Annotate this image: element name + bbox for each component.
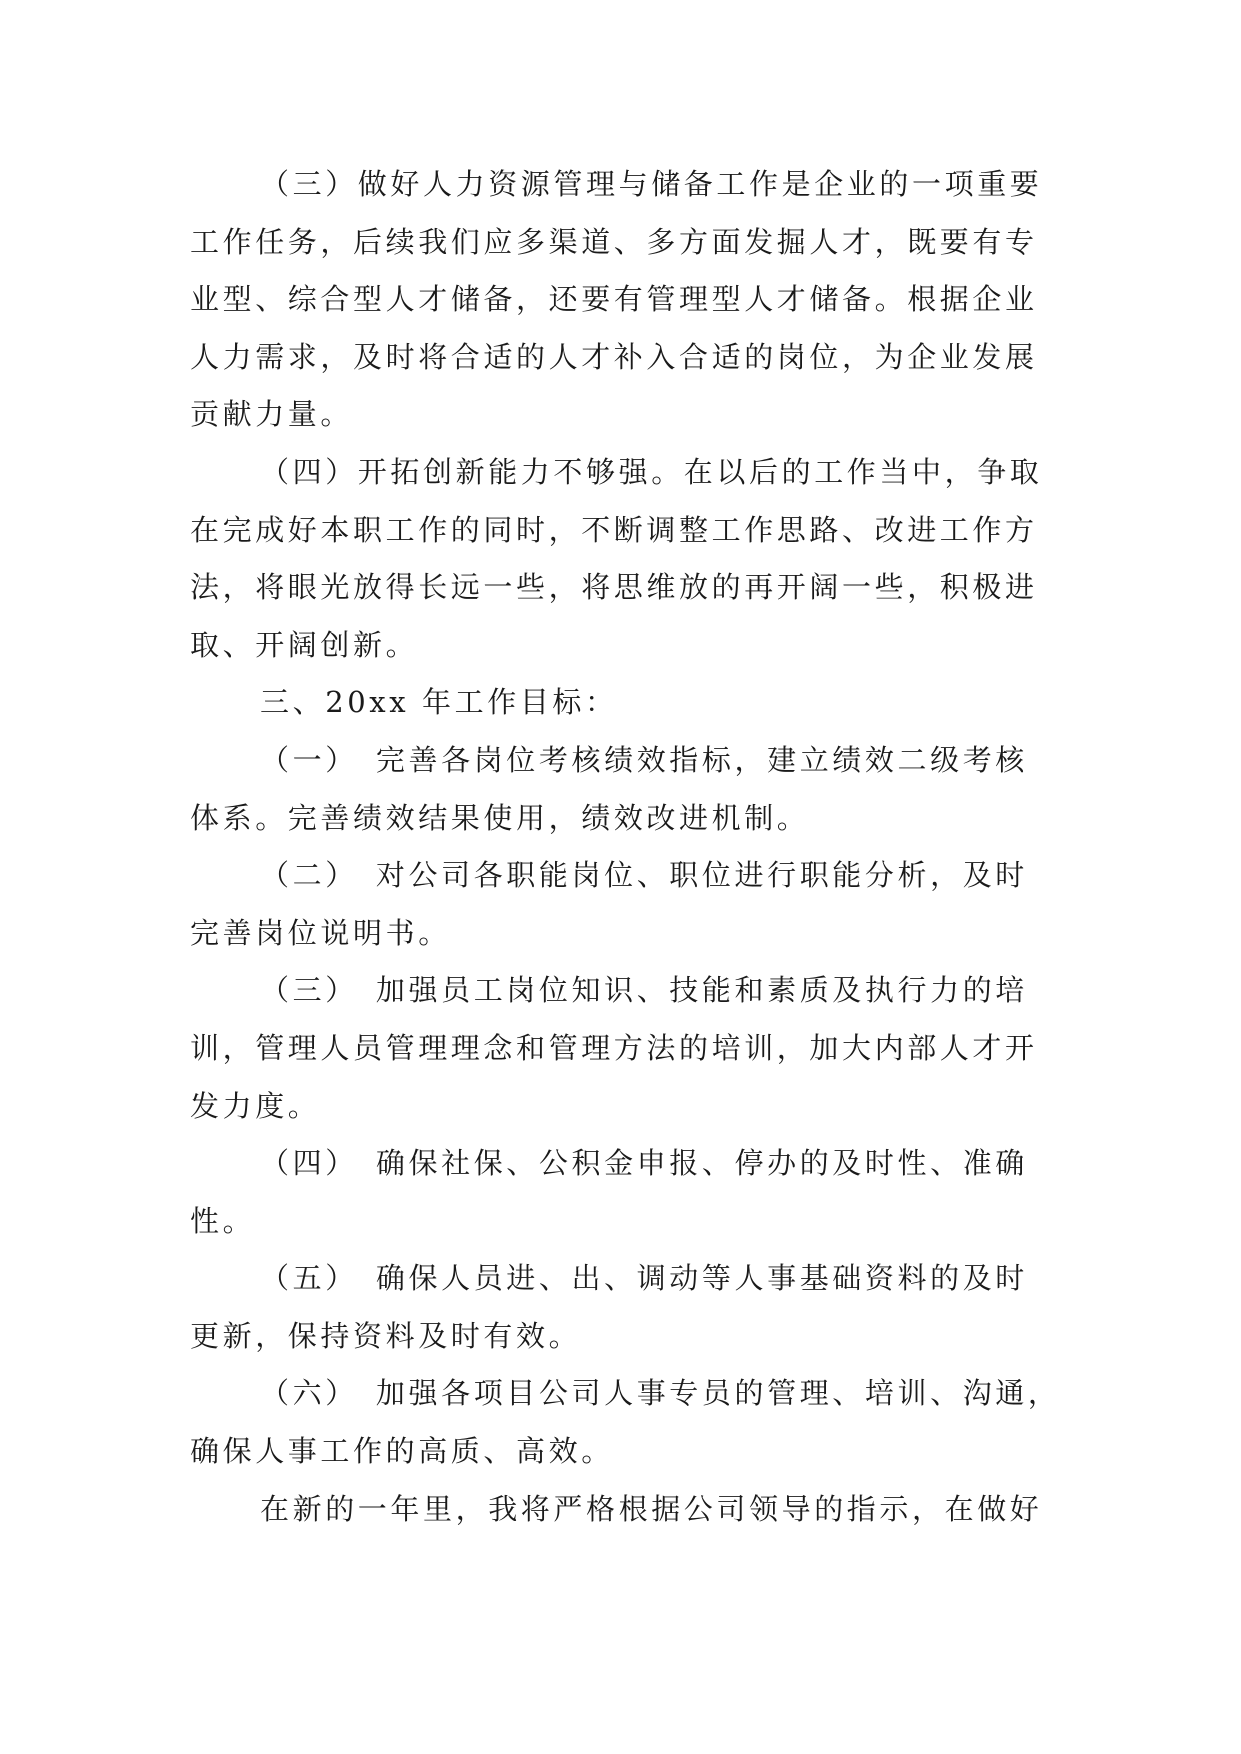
paragraph-innovation bbox=[190, 444, 1050, 674]
text-line: （二） 对公司各职能岗位、职位进行职能分析，及时 bbox=[260, 858, 1028, 893]
text-line: 确保人事工作的高质、高效。 bbox=[190, 1434, 614, 1469]
goal-item-4 bbox=[190, 1135, 1050, 1250]
document-body bbox=[190, 156, 1061, 1538]
section-heading: 三、20xx 年工作目标： bbox=[260, 685, 618, 720]
text-line: （四） 确保社保、公积金申报、停办的及时性、准确 bbox=[260, 1146, 1028, 1181]
text-line: 训，管理人员管理理念和管理方法的培训，加大内部人才开 bbox=[190, 1030, 1038, 1065]
text-line: （四）开拓创新能力不够强。在以后的工作当中，争取 bbox=[260, 454, 1043, 489]
text-line: 工作任务，后续我们应多渠道、多方面发掘人才，既要有专 bbox=[190, 224, 1038, 259]
text-line: 发力度。 bbox=[190, 1088, 321, 1123]
text-line: （三） 加强员工岗位知识、技能和素质及执行力的培 bbox=[260, 973, 1028, 1008]
paragraph-hr-reserve bbox=[190, 156, 1050, 444]
text-line: 法，将眼光放得长远一些，将思维放的再开阔一些，积极进 bbox=[190, 570, 1038, 605]
goal-item-1 bbox=[190, 732, 1050, 847]
text-line: 更新，保持资料及时有效。 bbox=[190, 1318, 582, 1353]
text-line: 体系。完善绩效结果使用，绩效改进机制。 bbox=[190, 800, 810, 835]
goal-item-3 bbox=[190, 962, 1050, 1135]
text-line: 业型、综合型人才储备，还要有管理型人才储备。根据企业 bbox=[190, 282, 1038, 317]
goal-item-5 bbox=[190, 1250, 1050, 1365]
goal-item-2 bbox=[190, 847, 1050, 962]
text-line: 完善岗位说明书。 bbox=[190, 915, 451, 950]
section-heading-goals bbox=[190, 674, 1050, 732]
text-line: （五） 确保人员进、出、调动等人事基础资料的及时 bbox=[260, 1261, 1028, 1296]
text-line: 在完成好本职工作的同时，不断调整工作思路、改进工作方 bbox=[190, 512, 1038, 547]
text-line: 人力需求，及时将合适的人才补入合适的岗位，为企业发展 bbox=[190, 339, 1038, 374]
text-line: 在新的一年里，我将严格根据公司领导的指示，在做好 bbox=[260, 1491, 1043, 1526]
text-line: （三）做好人力资源管理与储备工作是企业的一项重要 bbox=[260, 167, 1043, 201]
text-line: 贡献力量。 bbox=[190, 397, 354, 432]
text-line: 性。 bbox=[190, 1203, 256, 1238]
paragraph-new-year bbox=[190, 1481, 1050, 1539]
text-line: （六） 加强各项目公司人事专员的管理、培训、沟通， bbox=[260, 1376, 1061, 1411]
goal-item-6 bbox=[190, 1365, 1061, 1480]
text-line: （一） 完善各岗位考核绩效指标，建立绩效二级考核 bbox=[260, 742, 1028, 777]
text-line: 取、开阔创新。 bbox=[190, 627, 419, 662]
